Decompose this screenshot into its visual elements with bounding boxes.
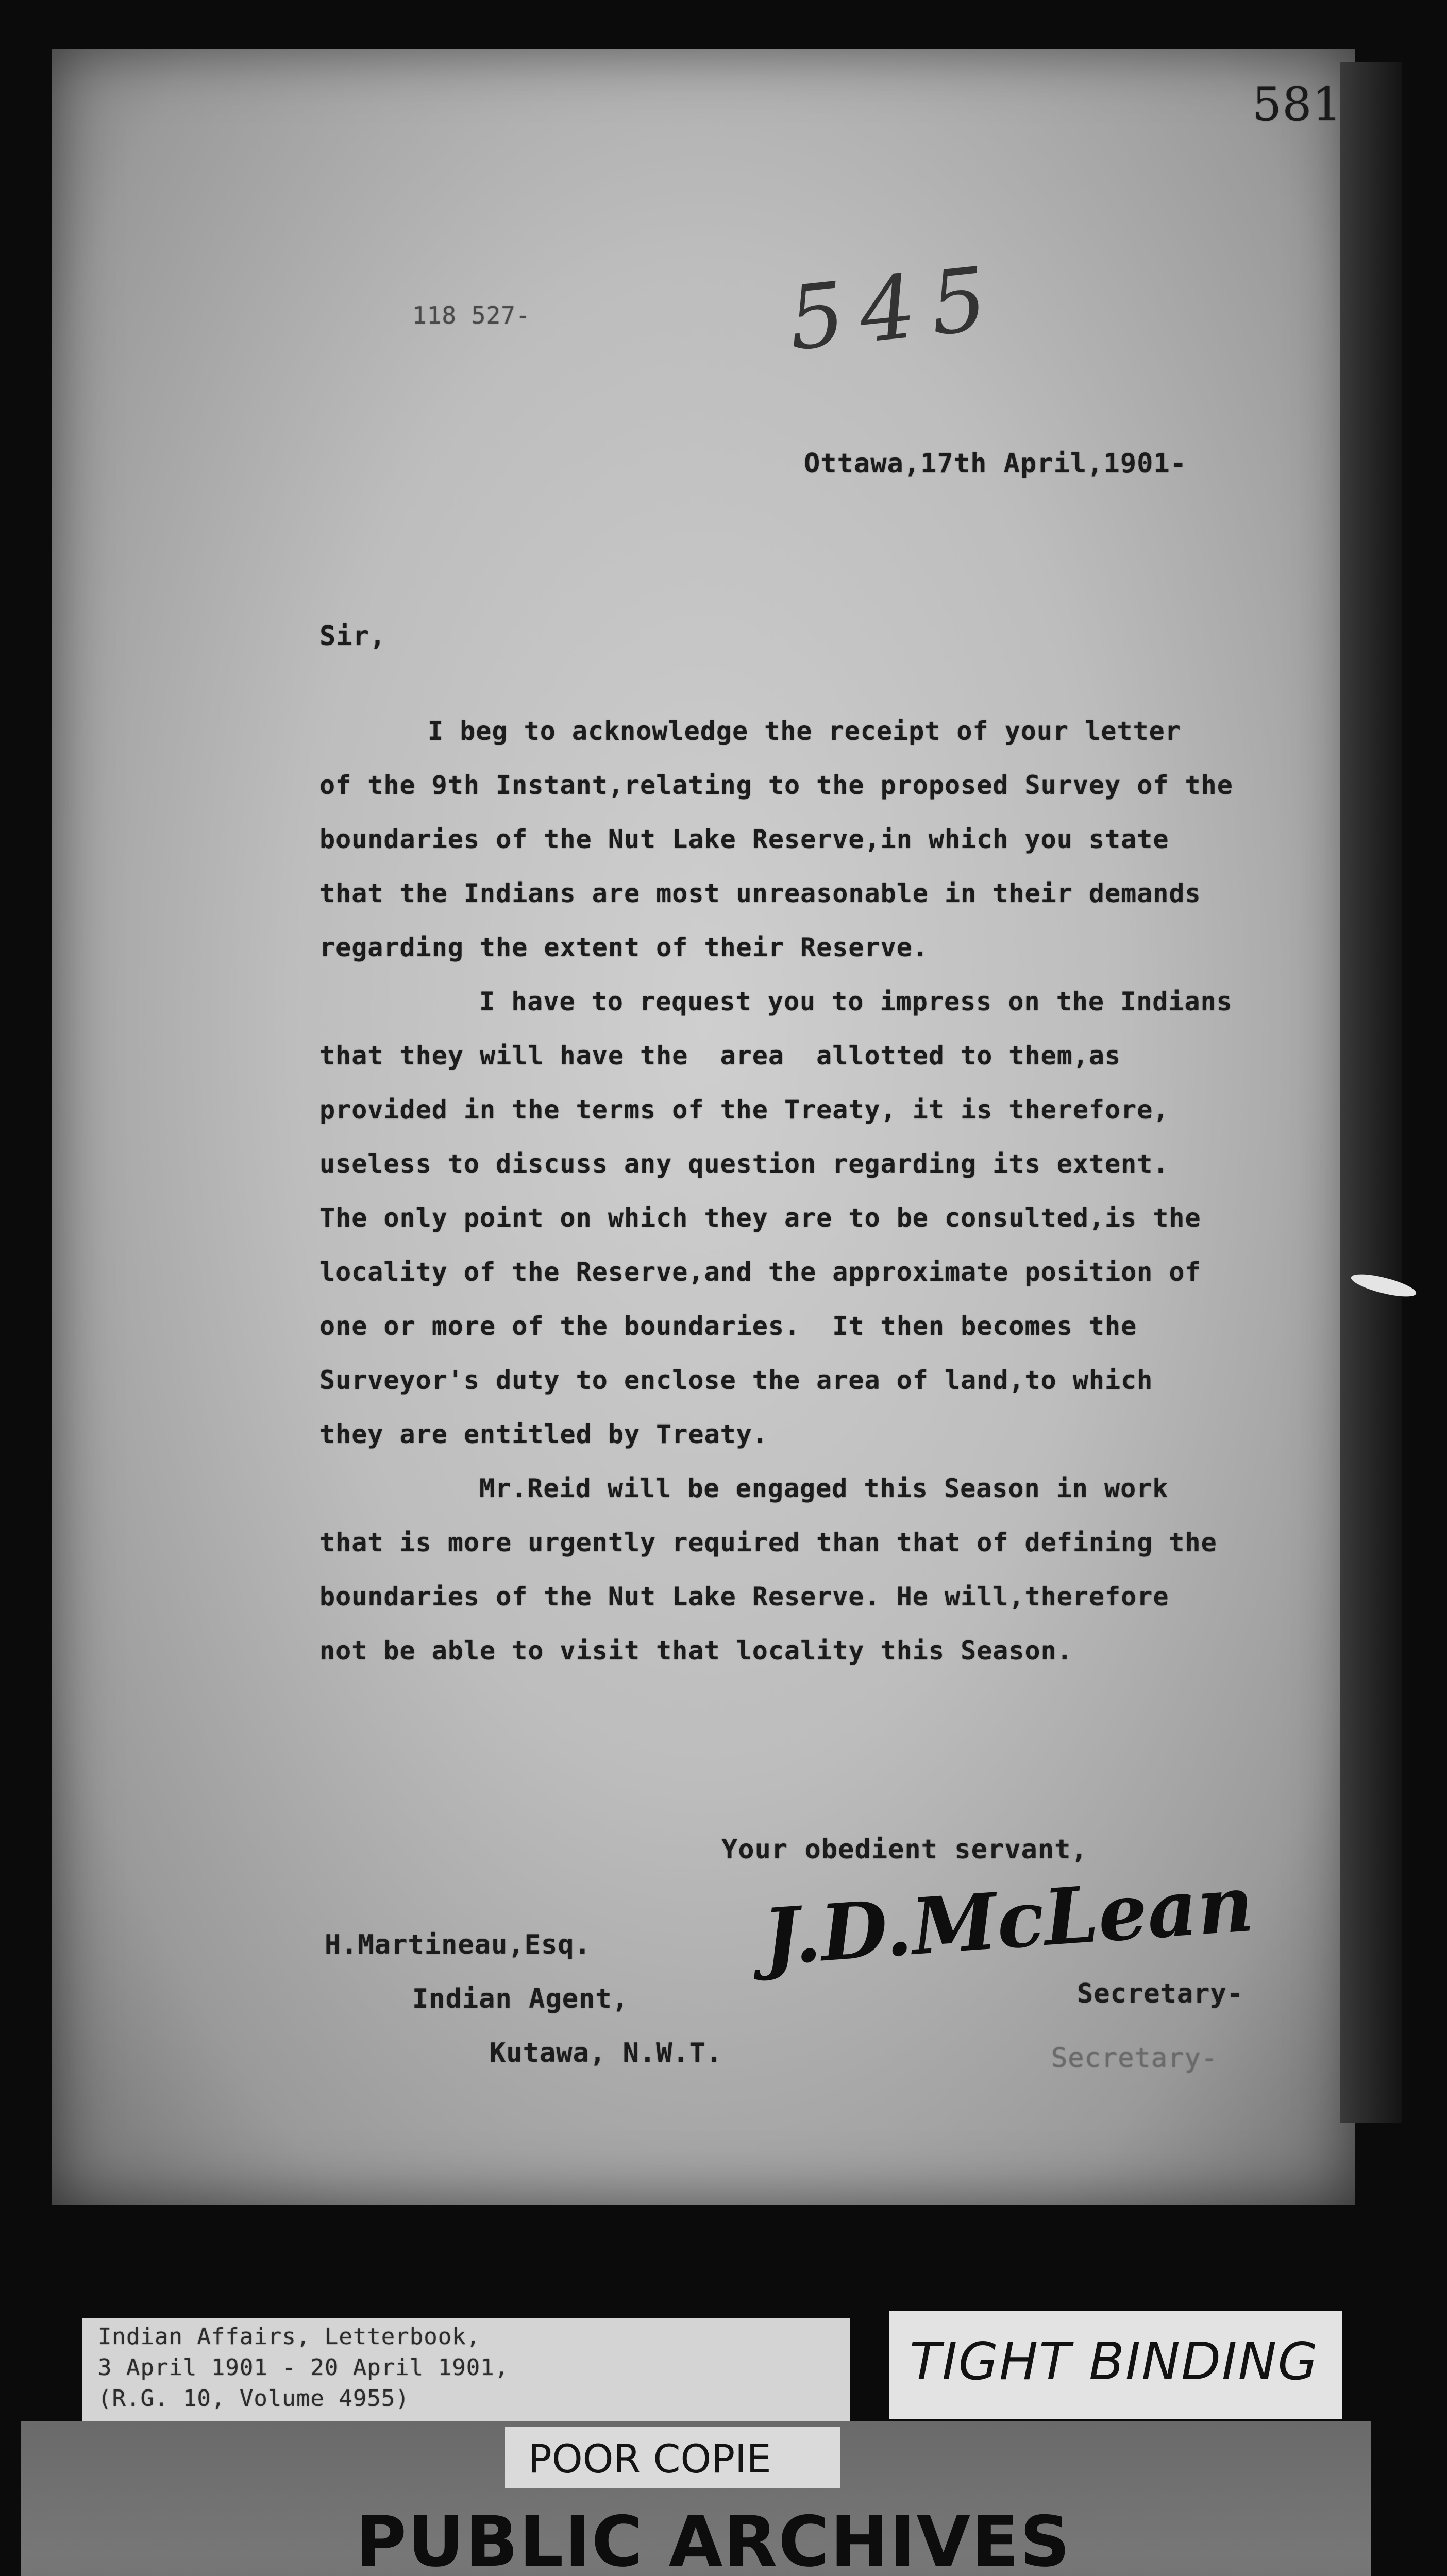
archive-label-line: (R.G. 10, Volume 4955) bbox=[98, 2385, 410, 2412]
binding-edge bbox=[1340, 62, 1402, 2123]
archive-label-line: 3 April 1901 - 20 April 1901, bbox=[98, 2354, 509, 2381]
sender-title: Secretary- bbox=[1077, 1978, 1244, 2009]
body-line: I beg to acknowledge the receipt of your letter bbox=[428, 716, 1181, 746]
file-reference: 118 527- bbox=[412, 301, 531, 329]
signature: J.D.McLean bbox=[760, 1858, 1257, 1984]
body-line: regarding the extent of their Reserve. bbox=[319, 933, 929, 962]
archive-label-line: Indian Affairs, Letterbook, bbox=[98, 2324, 481, 2350]
recipient-title: Indian Agent, bbox=[412, 1984, 629, 2014]
date-line: Ottawa,17th April,1901- bbox=[804, 448, 1187, 479]
binding-note-label bbox=[889, 2311, 1342, 2419]
body-line: Mr.Reid will be engaged this Season in work bbox=[479, 1473, 1169, 1503]
binding-note: TIGHT BINDING bbox=[910, 2331, 1319, 2392]
body-line: The only point on which they are to be consulted,is the bbox=[319, 1203, 1201, 1233]
body-line: one or more of the boundaries. It then becomes the bbox=[319, 1311, 1137, 1341]
body-line: locality of the Reserve,and the approximate position of bbox=[319, 1257, 1201, 1287]
body-line: of the 9th Instant,relating to the proposed Survey of the bbox=[319, 770, 1233, 800]
body-line: not be able to visit that locality this Season. bbox=[319, 1636, 1073, 1666]
body-line: I have to request you to impress on the Indians bbox=[479, 987, 1233, 1016]
body-line: they are entitled by Treaty. bbox=[319, 1419, 768, 1449]
archive-reference-label bbox=[82, 2318, 850, 2421]
body-line: boundaries of the Nut Lake Reserve,in which you state bbox=[319, 824, 1169, 854]
body-line: that the Indians are most unreasonable in their demands bbox=[319, 878, 1201, 908]
handwritten-number: 545 bbox=[783, 246, 1007, 371]
stamp-line-1: PUBLIC ARCHIVES bbox=[356, 2501, 1071, 2576]
body-line: provided in the terms of the Treaty, it is therefore, bbox=[319, 1095, 1169, 1125]
recipient-name: H.Martineau,Esq. bbox=[325, 1929, 591, 1960]
salutation: Sir, bbox=[319, 621, 386, 652]
body-line: Surveyor's duty to enclose the area of land,to which bbox=[319, 1365, 1153, 1395]
page-number: 581 bbox=[1252, 77, 1342, 131]
copy-quality-label bbox=[505, 2427, 840, 2488]
body-line: that is more urgently required than that of defining the bbox=[319, 1528, 1217, 1557]
body-line: that they will have the area allotted to them,as bbox=[319, 1041, 1121, 1071]
copy-note: POOR COPIE bbox=[528, 2436, 771, 2482]
recipient-place: Kutawa, N.W.T. bbox=[490, 2038, 723, 2069]
sender-title-echo: Secretary- bbox=[1051, 2043, 1218, 2074]
body-line: boundaries of the Nut Lake Reserve. He will,therefore bbox=[319, 1582, 1169, 1612]
closing: Your obedient servant, bbox=[721, 1834, 1088, 1865]
body-line: useless to discuss any question regarding its extent. bbox=[319, 1149, 1169, 1179]
